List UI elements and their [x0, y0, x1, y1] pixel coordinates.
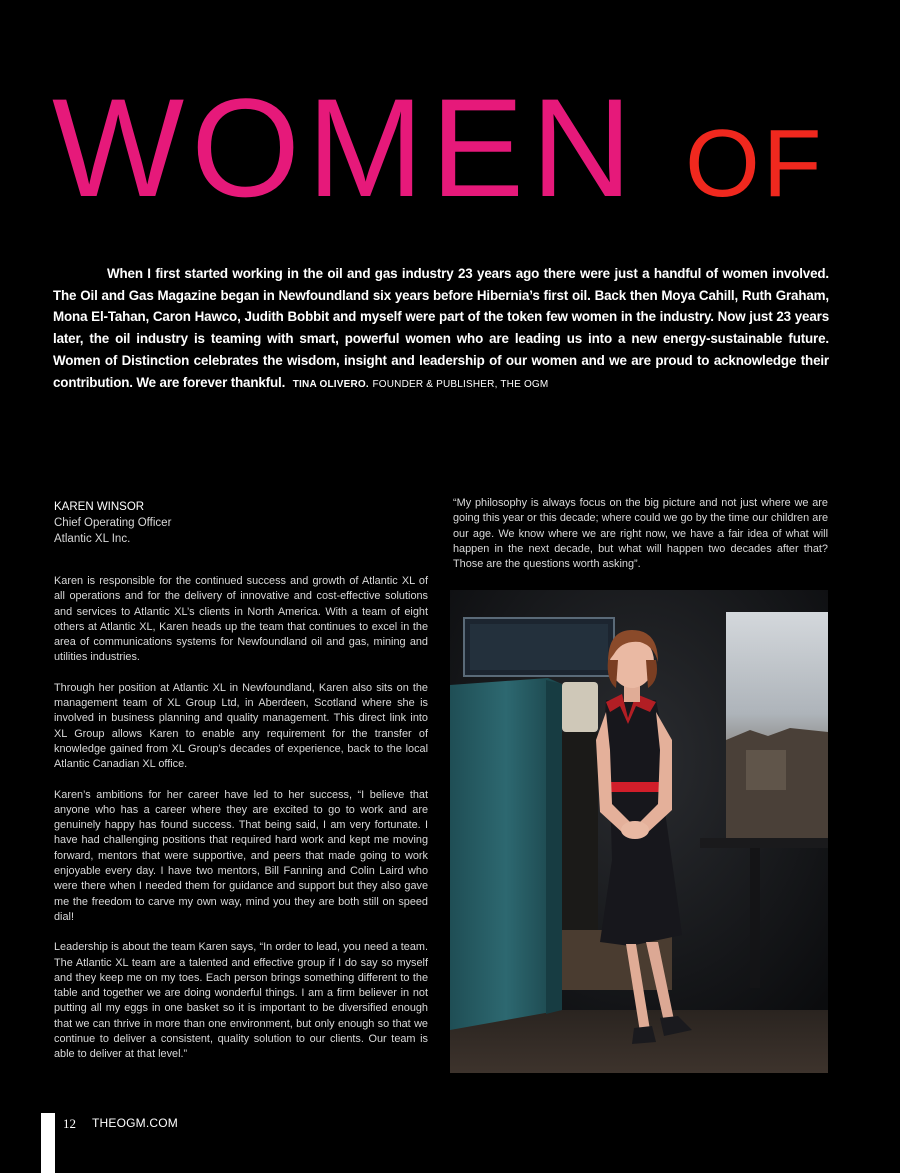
- page-number: 12: [63, 1116, 76, 1131]
- profile-role: Chief Operating Officer: [54, 517, 172, 529]
- bio-paragraph: Karen is responsible for the continued success and growth of Atlantic XL of all operations and for the delivery of innovative and cost-effective solutions and services to Atlantic XL’s clients in North America. With a team of eight others at Atlantic XL, Karen heads up the team that continues to excel in the area of communications systems for Newfoundland oil and gas, mining and utilities industries.: [54, 575, 428, 664]
- profile-header: [54, 499, 171, 547]
- bio-paragraph: Karen’s ambitions for her career have led to her success, “I believe that anyone who has a career where they are excited to go to work and are genuinely happy has found success. That being said, I am very fortunate. I have had challenging positions that required hard work and kept me moving forward, mentors that were supportive, and peers that made going to work enjoyable every day. I have two mentors, Bill Fanning and Colin Laird who were there when I needed them for guidance and support but they also gave me the freedom to carve my own way, mind you they are both still on speed dial!: [54, 788, 428, 923]
- bio-paragraph: Leadership is about the team Karen says, “In order to lead, you need a team. The Atlantic XL team are a talented and effective group if I do say so myself and they keep me on my toes. Each person brings something different to the table and together we are doing wonderful things. I am a firm believer in not putting all my eggs in one basket so it is important to be diversified enough that we can thrive in more than one environment, but only enough so that we continue to deliver a consistent, quality solution to our clients. Our team is able to deliver at that level.”: [54, 941, 428, 1061]
- profile-company: Atlantic XL Inc.: [54, 533, 131, 545]
- intro-signature-name: TINA OLIVERO.: [292, 378, 369, 390]
- headline-word-women: WOMEN: [52, 69, 640, 226]
- profile-photo: [450, 590, 828, 1073]
- intro-signature-title: FOUNDER & PUBLISHER, THE OGM: [372, 378, 549, 390]
- page-footer: [0, 1113, 900, 1173]
- portrait-illustration: [450, 590, 828, 1073]
- intro-text: When I first started working in the oil and gas industry 23 years ago there were just a handful of women involved. The Oil and Gas Magazine began in Newfoundland six years before Hibernia’s first oil. Back then Moya Cahill, Ruth Graham, Mona El-Tahan, Caron Hawco, Judith Bobbit and myself were part of the token few women in the industry. Now just 23 years later, the oil industry is teaming with smart, powerful women who are leading us into a new energy-sustainable future. Women of Distinction celebrates the wisdom, insight and leadership of our women and we are proud to acknowledge their contribution. We are forever thankful.: [53, 266, 829, 390]
- profile-name: KAREN WINSOR: [54, 501, 145, 513]
- headline-word-of: OF: [685, 110, 825, 217]
- footer-accent-bar: [41, 1113, 55, 1173]
- publisher-intro: [53, 263, 829, 395]
- pull-quote: “My philosophy is always focus on the big picture and not just where we are going this year or this decade; where could we go by the time our children are our age. We know where we are right now, we have a fair idea of what will happen in the next decade, but what will happen two decades after that? Those are the questions worth asking”.: [453, 497, 828, 571]
- page-headline: [52, 69, 825, 226]
- profile-bio: [54, 574, 428, 1078]
- bio-paragraph: Through her position at Atlantic XL in Newfoundland, Karen also sits on the management team of XL Group Ltd, in Aberdeen, Scotland where she is involved in business planning and quality management. This direct link into XL Group allows Karen to enable any requirement for the transfer of knowledge gained from XL Group’s decades of experience, back to the local Atlantic Canadian XL office.: [54, 681, 428, 771]
- footer-site-link[interactable]: THEOGM.COM: [92, 1116, 178, 1130]
